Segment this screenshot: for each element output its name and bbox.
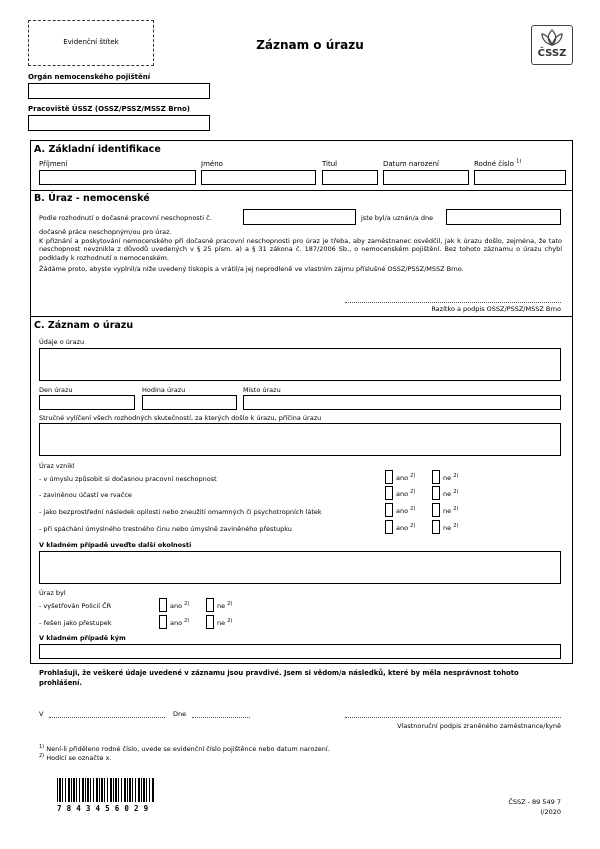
sup-2: 2) bbox=[227, 617, 233, 624]
flower-icon bbox=[532, 27, 572, 49]
declaration: Prohlašuji, že veškeré údaje uvedené v záznamu jsou pravdivé. Jsem si vědom/a následků, které by měla nesprávnost tohoto prohlášení. bbox=[39, 669, 519, 687]
b1-ne-checkbox[interactable] bbox=[206, 598, 214, 612]
divider-a-b bbox=[30, 190, 573, 191]
b2-ne-label bbox=[217, 619, 232, 627]
b2-label: - řešen jako přestupek bbox=[39, 619, 112, 627]
ano-text: ano bbox=[396, 524, 409, 532]
question-2: - zaviněnou účastí ve rvačce bbox=[39, 491, 132, 499]
hodina-label: Hodina úrazu bbox=[142, 386, 186, 394]
sup-2: 2) bbox=[453, 472, 459, 479]
jmeno-field[interactable] bbox=[201, 170, 316, 185]
b1-ano-label bbox=[170, 602, 189, 610]
q4-ne-label bbox=[443, 524, 458, 532]
q3-ne-label bbox=[443, 507, 458, 515]
divider-b-c bbox=[30, 316, 573, 317]
ne-text: ne bbox=[443, 474, 452, 482]
footnote-1-num: 1) bbox=[39, 743, 45, 750]
footnote-2 bbox=[39, 754, 112, 762]
q3-ano-label bbox=[396, 507, 415, 515]
sup-2: 2) bbox=[410, 488, 416, 495]
question-3: - jako bezprostřední následek opilosti nebo zneužití omamných či psychotropních látek bbox=[39, 508, 322, 516]
ne-text: ne bbox=[443, 490, 452, 498]
b-line1b: jste byl/a uznán/a dne bbox=[361, 214, 434, 222]
question-4: - při spáchání úmyslného trestného činu nebo úmyslně zaviněného přestupku bbox=[39, 525, 292, 533]
uraz-byl-label: Úraz byl bbox=[39, 589, 66, 597]
q1-ano-label bbox=[396, 474, 415, 482]
organ-field[interactable] bbox=[28, 83, 210, 99]
sup-2: 2) bbox=[410, 522, 416, 529]
section-c-heading: C. Záznam o úrazu bbox=[34, 320, 134, 331]
q1-ne-label bbox=[443, 474, 458, 482]
rodne-cislo-sup: 1) bbox=[516, 158, 522, 165]
sup-2: 2) bbox=[410, 472, 416, 479]
datum-narozeni-label: Datum narození bbox=[383, 160, 439, 168]
datum-narozeni-field[interactable] bbox=[383, 170, 469, 185]
q3-ano-checkbox[interactable] bbox=[385, 503, 393, 517]
titul-field[interactable] bbox=[322, 170, 378, 185]
ano-text: ano bbox=[396, 490, 409, 498]
ano-text: ano bbox=[170, 602, 183, 610]
pracoviste-field[interactable] bbox=[28, 115, 210, 131]
page-title: Záznam o úrazu bbox=[256, 38, 364, 52]
q1-ne-checkbox[interactable] bbox=[432, 470, 440, 484]
b-line1a: Podle rozhodnutí o dočasné pracovní neschopnosti č. bbox=[39, 214, 212, 222]
q4-ne-checkbox[interactable] bbox=[432, 520, 440, 534]
sup-2: 2) bbox=[453, 488, 459, 495]
hodina-field[interactable] bbox=[142, 395, 237, 410]
form-code: ČSSZ - 89 549 7 bbox=[508, 798, 561, 806]
kladny1-label: V kladném případě uveďte další okolnosti bbox=[39, 541, 192, 549]
b2-ne-checkbox[interactable] bbox=[206, 615, 214, 629]
sup-2: 2) bbox=[184, 600, 190, 607]
den-label: Den úrazu bbox=[39, 386, 73, 394]
q2-ano-label bbox=[396, 490, 415, 498]
evidence-stamp-label: Evidenční štítek bbox=[63, 38, 119, 46]
organ-label: Orgán nemocenského pojištění bbox=[28, 73, 151, 81]
ne-text: ne bbox=[217, 602, 226, 610]
uraz-vznikl-label: Úraz vznikl bbox=[39, 462, 75, 470]
strucne-label: Stručné vylíčení všech rozhodných skutečností, za kterých došlo k úrazu, příčina úrazu bbox=[39, 414, 322, 422]
question-1: - v úmyslu způsobit si dočasnou pracovní neschopnost bbox=[39, 475, 217, 483]
ne-text: ne bbox=[217, 619, 226, 627]
b1-ano-checkbox[interactable] bbox=[159, 598, 167, 612]
strucne-field[interactable] bbox=[39, 423, 561, 456]
sup-2: 2) bbox=[410, 505, 416, 512]
footnote-1 bbox=[39, 745, 330, 753]
b1-label: - vyšetřován Policií ČR bbox=[39, 602, 112, 610]
rodne-cislo-field[interactable] bbox=[474, 170, 566, 185]
sup-2: 2) bbox=[184, 617, 190, 624]
misto-label: Místo úrazu bbox=[243, 386, 281, 394]
udaje-field[interactable] bbox=[39, 348, 561, 381]
b2-ano-checkbox[interactable] bbox=[159, 615, 167, 629]
rozhodnuti-cislo-field[interactable] bbox=[243, 209, 356, 225]
b-line2: dočasně práce neschopným/ou pro úraz. bbox=[39, 228, 172, 236]
prijmeni-label: Příjmení bbox=[39, 160, 68, 168]
v-line bbox=[49, 717, 165, 718]
section-b-heading: B. Úraz - nemocenské bbox=[34, 193, 150, 204]
q4-ano-checkbox[interactable] bbox=[385, 520, 393, 534]
prijmeni-field[interactable] bbox=[39, 170, 196, 185]
section-a-heading: A. Základní identifikace bbox=[34, 144, 161, 155]
misto-field[interactable] bbox=[243, 395, 561, 410]
b-signature-label: Razítko a podpis OSSZ/PSSZ/MSSZ Brno bbox=[431, 305, 561, 313]
logo-text: ČSSZ bbox=[537, 48, 567, 59]
q3-ne-checkbox[interactable] bbox=[432, 503, 440, 517]
rodne-cislo-text: Rodné číslo bbox=[474, 160, 514, 168]
uznan-dne-field[interactable] bbox=[446, 209, 561, 225]
kladny2-field[interactable] bbox=[39, 644, 561, 659]
footnote-2-text: Hodící se označte x. bbox=[46, 754, 112, 762]
ano-text: ano bbox=[396, 507, 409, 515]
form-version: I/2020 bbox=[540, 808, 561, 816]
sup-2: 2) bbox=[453, 522, 459, 529]
udaje-label: Údaje o úrazu bbox=[39, 338, 85, 346]
q2-ne-checkbox[interactable] bbox=[432, 486, 440, 500]
ne-text: ne bbox=[443, 524, 452, 532]
kladny1-field[interactable] bbox=[39, 551, 561, 584]
q2-ne-label bbox=[443, 490, 458, 498]
ano-text: ano bbox=[396, 474, 409, 482]
cssz-logo bbox=[531, 25, 573, 65]
barcode bbox=[57, 778, 155, 802]
victim-signature-label: Vlastnoruční podpis zraněného zaměstnance/kyně bbox=[397, 722, 561, 730]
q1-ano-checkbox[interactable] bbox=[385, 470, 393, 484]
dne-label: Dne bbox=[173, 710, 187, 718]
ano-text: ano bbox=[170, 619, 183, 627]
b1-ne-label bbox=[217, 602, 232, 610]
dne-line bbox=[192, 717, 250, 718]
rodne-cislo-label bbox=[474, 160, 521, 169]
b-signature-line bbox=[345, 302, 561, 303]
jmeno-label: Jméno bbox=[201, 160, 223, 168]
titul-label: Titul bbox=[322, 160, 338, 168]
footnote-1-text: Není-li přiděleno rodné číslo, uvede se evidenční číslo pojištěnce nebo datum narození. bbox=[46, 745, 330, 753]
sup-2: 2) bbox=[227, 600, 233, 607]
footnote-2-num: 2) bbox=[39, 752, 45, 759]
den-field[interactable] bbox=[39, 395, 135, 410]
victim-signature-line bbox=[345, 717, 561, 718]
sup-2: 2) bbox=[453, 505, 459, 512]
b-paragraph2: Žádáme proto, abyste vyplnil/a níže uvedený tiskopis a vrátil/a jej neprodleně ve vlastním zájmu příslušné OSSZ/PSSZ/MSSZ Brno. bbox=[39, 265, 464, 273]
b-paragraph: K přiznání a poskytování nemocenského při dočasné pracovní neschopnosti pro úraz je třeba, aby zaměstnanec osvědčil, jak k úrazu došlo, zejména, že tato neschopnost nevznikla z důvodů uvedených v § 25 písm. a) a § 31 zákona č. 187/2006 Sb., o nemocenském pojištění. Bez tohoto záznamu o úrazu chybí podklady k rozhodnutí o nemocenském. bbox=[39, 237, 562, 262]
v-label: V bbox=[39, 710, 44, 718]
q2-ano-checkbox[interactable] bbox=[385, 486, 393, 500]
ne-text: ne bbox=[443, 507, 452, 515]
barcode-digits: 7 8 4 3 4 5 6 0 2 9 bbox=[57, 804, 149, 813]
b2-ano-label bbox=[170, 619, 189, 627]
pracoviste-label: Pracoviště ÚSSZ (OSSZ/PSSZ/MSSZ Brno) bbox=[28, 105, 190, 113]
q4-ano-label bbox=[396, 524, 415, 532]
kladny2-label: V kladném případě kým bbox=[39, 634, 126, 642]
